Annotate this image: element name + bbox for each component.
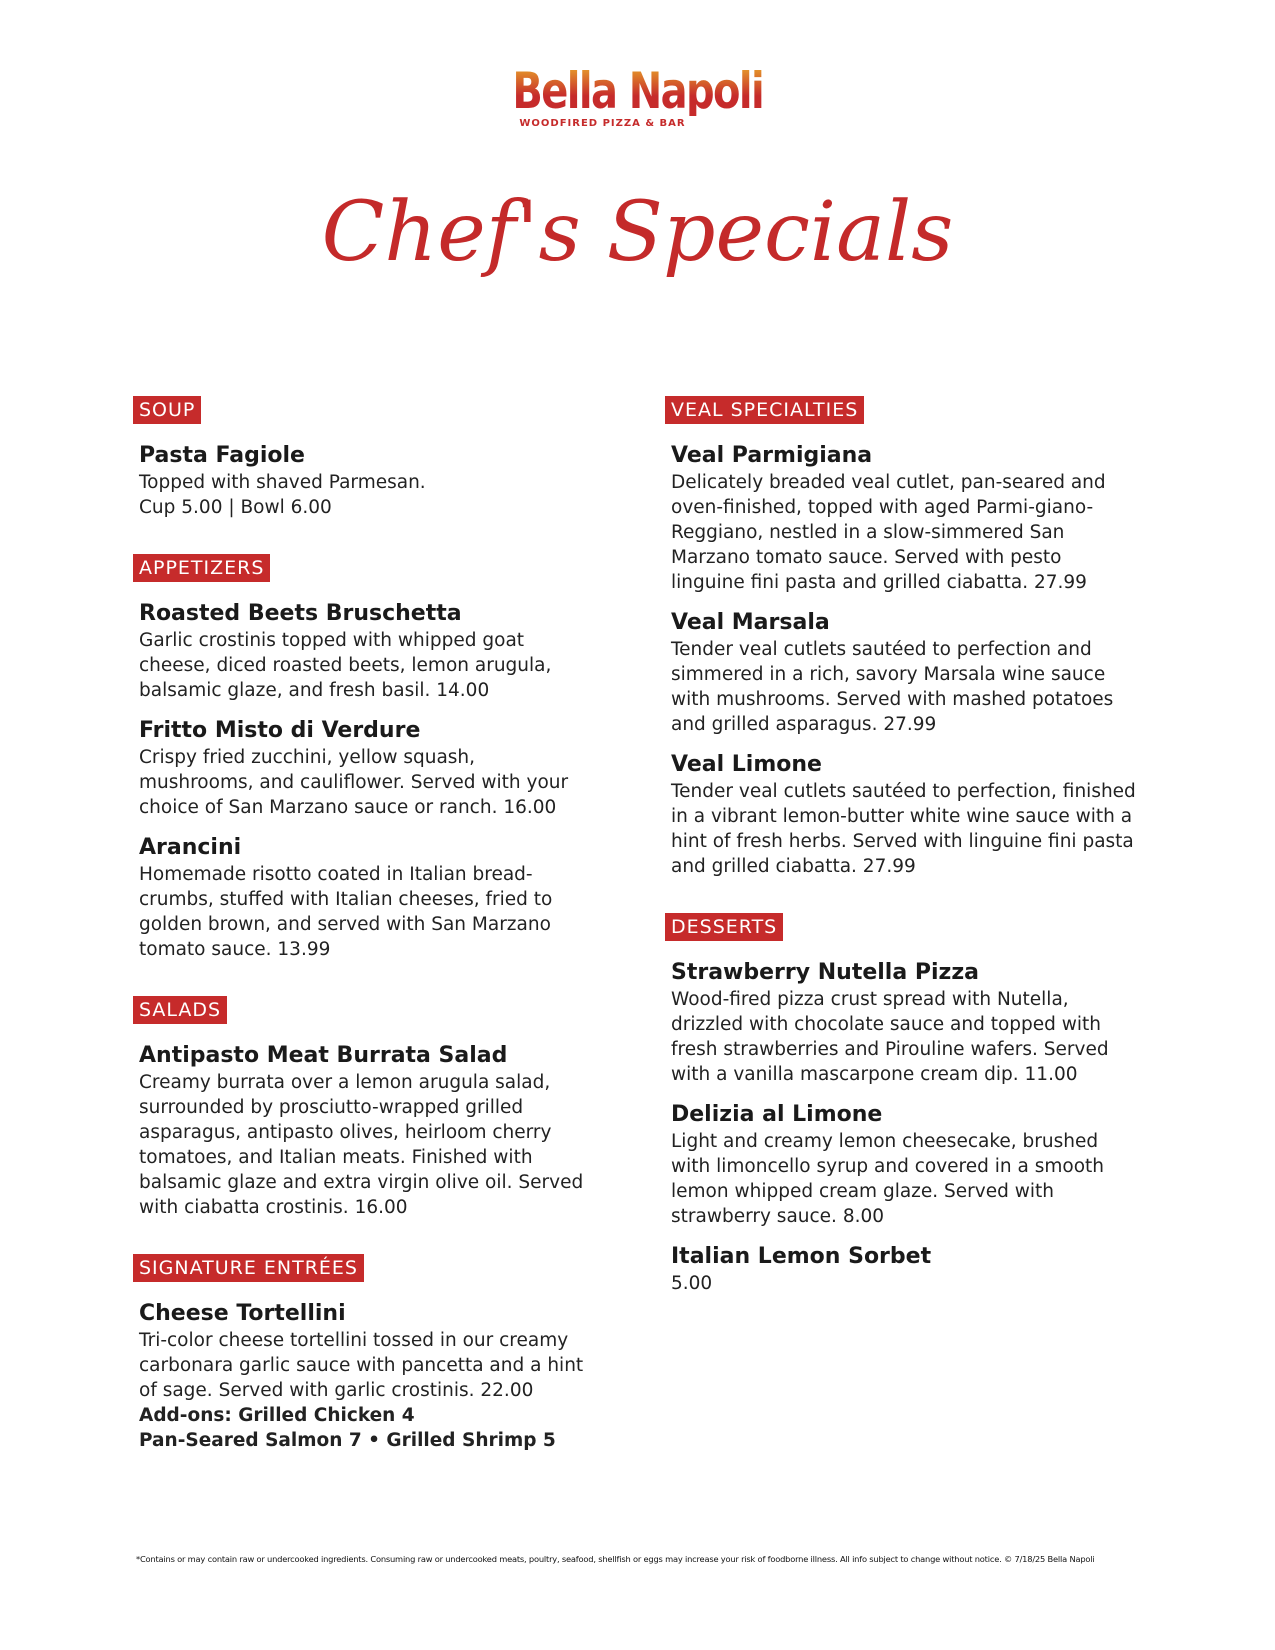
logo — [0, 62, 1275, 129]
section-appetizers: APPETIZERS — [133, 554, 270, 582]
item-desc: Wood-fired pizza crust spread with Nutella, drizzled with chocolate sauce and topped with fresh strawberries and Pirouline wafers. Served with a vanilla mascarpone cream dip. 11.00 — [671, 989, 1109, 1085]
item-price: Cup 5.00 | Bowl 6.00 — [139, 497, 332, 518]
menu-item — [134, 442, 594, 520]
section-salads: SALADS — [133, 996, 227, 1024]
item-addons: Add-ons: Grilled Chicken 4 — [139, 1405, 415, 1426]
item-desc: Tri-color cheese tortellini tossed in our creamy carbonara garlic sauce with pancetta and a hint of sage. Served with garlic crostinis. 22.00 — [139, 1330, 584, 1401]
item-name: Antipasto Meat Burrata Salad — [139, 1043, 508, 1068]
section-soup: SOUP — [133, 396, 201, 424]
menu-item — [666, 609, 1136, 737]
menu-item — [666, 959, 1136, 1087]
item-desc: Tender veal cutlets sautéed to perfection and simmered in a rich, savory Marsala wine sauce with mushrooms. Served with mashed potatoes and grilled asparagus. 27.99 — [671, 639, 1114, 735]
item-desc: Garlic crostinis topped with whipped goat cheese, diced roasted beets, lemon arugula, balsamic glaze, and fresh basil. 14.00 — [139, 630, 552, 701]
item-desc: Tender veal cutlets sautéed to perfection, finished in a vibrant lemon-butter white wine sauce with a hint of fresh herbs. Served with linguine fini pasta and grilled ciabatta. 27.99 — [671, 781, 1136, 877]
item-desc: Crispy fried zucchini, yellow squash, mushrooms, and cauliflower. Served with your choice of San Marzano sauce or ranch. 16.00 — [139, 747, 569, 818]
logo-name: Bella Napoli — [512, 62, 763, 120]
menu-item — [134, 600, 594, 703]
item-name: Cheese Tortellini — [139, 1301, 346, 1326]
menu-item — [666, 1101, 1136, 1229]
item-name: Fritto Misto di Verdure — [139, 718, 421, 743]
item-name: Roasted Beets Bruschetta — [139, 601, 462, 626]
item-name: Italian Lemon Sorbet — [671, 1244, 932, 1269]
item-name: Delizia al Limone — [671, 1102, 883, 1127]
section-veal-specialties: VEAL SPECIALTIES — [665, 396, 864, 424]
item-name: Pasta Fagiole — [139, 443, 305, 468]
item-desc: Delicately breaded veal cutlet, pan-seared and oven-finished, topped with aged Parmi-giano-Reggiano, nestled in a slow-simmered San Marzano tomato sauce. Served with pesto linguine fini pasta and grilled ciabatta. 27.99 — [671, 472, 1106, 593]
item-desc: Topped with shaved Parmesan. — [139, 472, 426, 493]
menu-item — [134, 834, 594, 962]
page-title: Chef's Specials — [321, 185, 954, 280]
item-name: Strawberry Nutella Pizza — [671, 960, 979, 985]
item-price: 5.00 — [671, 1273, 713, 1294]
left-column — [134, 396, 594, 1453]
menu-item — [666, 1243, 1136, 1296]
menu-item — [134, 1042, 594, 1220]
item-desc: Light and creamy lemon cheesecake, brushed with limoncello syrup and covered in a smooth lemon whipped cream glaze. Served with strawberry sauce. 8.00 — [671, 1131, 1104, 1227]
item-name: Veal Marsala — [671, 610, 830, 635]
footer-disclaimer: *Contains or may contain raw or undercooked ingredients. Consuming raw or undercooked meats, poultry, seafood, shellfish or eggs may increase your risk of foodborne illness. All info subject to change without notice. © 7/18/25 Bella Napoli — [136, 1554, 1095, 1564]
section-signature-entrees: SIGNATURE ENTRÉES — [133, 1254, 364, 1282]
item-desc: Homemade risotto coated in Italian bread-crumbs, stuffed with Italian cheeses, fried to golden brown, and served with San Marzano tomato sauce. 13.99 — [139, 864, 553, 960]
item-desc: Creamy burrata over a lemon arugula salad, surrounded by prosciutto-wrapped grilled asparagus, antipasto olives, heirloom cherry tomatoes, and Italian meats. Finished with balsamic glaze and extra virgin olive oil. Served with ciabatta crostinis. 16.00 — [139, 1072, 584, 1218]
menu-item — [134, 1300, 594, 1453]
menu-item — [666, 442, 1136, 595]
item-addons: Pan-Seared Salmon 7 • Grilled Shrimp 5 — [139, 1430, 556, 1451]
item-name: Veal Parmigiana — [671, 443, 873, 468]
right-column — [666, 396, 1136, 1296]
item-name: Arancini — [139, 835, 242, 860]
section-desserts: DESSERTS — [665, 913, 783, 941]
item-name: Veal Limone — [671, 752, 822, 777]
logo-tagline: WOODFIRED PIZZA & BAR — [519, 118, 686, 129]
menu-item — [666, 751, 1136, 879]
menu-item — [134, 717, 594, 820]
